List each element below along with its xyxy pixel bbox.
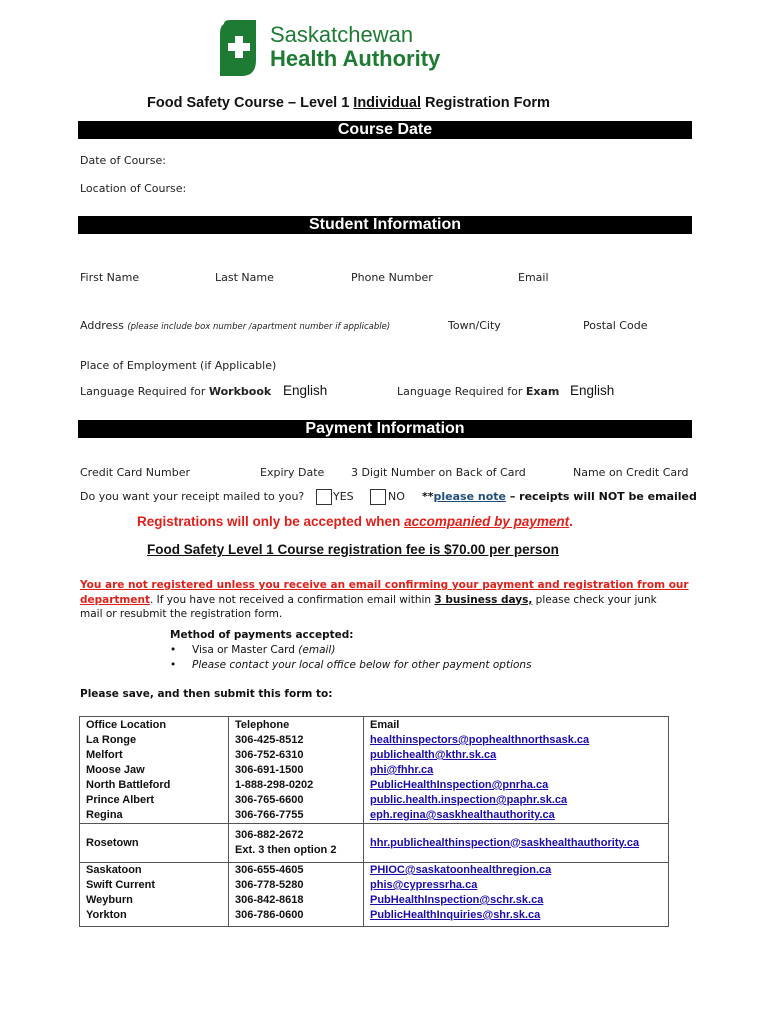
- logo-line-1: Saskatchewan: [270, 22, 414, 47]
- date-of-course-label: Date of Course:: [80, 154, 166, 167]
- warning-line-2a: . If you have not received a confirmation email within: [150, 593, 435, 606]
- office-phone: 306-766-7755: [235, 809, 304, 821]
- warning-line-1: You are not registered unless you receive an email confirming your payment and registration from our: [80, 579, 689, 591]
- office-email-link[interactable]: phi@fhhr.ca: [370, 764, 434, 776]
- header-email: Email: [370, 719, 400, 731]
- table-cell: [80, 863, 229, 927]
- office-location: Swift Current: [86, 879, 156, 891]
- office-phone-ext: Ext. 3 then option 2: [235, 844, 337, 856]
- table-cell: [229, 824, 364, 863]
- office-phone: 306-765-6600: [235, 794, 304, 806]
- office-phone: 306-425-8512: [235, 734, 304, 746]
- table-row: [80, 717, 669, 824]
- receipt-note-prefix: **: [422, 490, 434, 503]
- office-email-link[interactable]: public.health.inspection@paphr.sk.ca: [370, 794, 568, 806]
- location-of-course-label: Location of Course:: [80, 182, 187, 195]
- office-location: Yorkton: [86, 909, 127, 921]
- registration-warning: [80, 578, 689, 622]
- table-cell: [80, 717, 229, 824]
- last-name-label: Last Name: [215, 271, 274, 284]
- payment-required-emph: accompanied by payment: [404, 514, 570, 529]
- student-information-header: Student Information: [78, 216, 692, 234]
- course-date-header: Course Date: [78, 121, 692, 139]
- office-location: Weyburn: [86, 894, 133, 906]
- table-row: [80, 863, 669, 927]
- payment-method-text: Please contact your local office below for other payment options: [192, 659, 532, 671]
- office-location: La Ronge: [86, 734, 137, 746]
- office-location: Prince Albert: [86, 794, 155, 806]
- table-cell: [80, 824, 229, 863]
- office-location: Saskatoon: [86, 864, 142, 876]
- office-phone: 1-888-298-0202: [235, 779, 314, 791]
- table-cell: [229, 863, 364, 927]
- office-phone: 306-752-6310: [235, 749, 304, 761]
- table-row: [80, 824, 669, 863]
- title-prefix: Food Safety Course – Level 1: [147, 95, 354, 111]
- offices-table: [79, 716, 669, 927]
- warning-days: 3 business days,: [434, 593, 533, 606]
- header-office-location: Office Location: [86, 719, 167, 731]
- postal-code-label: Postal Code: [583, 319, 648, 332]
- workbook-bold: Workbook: [208, 385, 272, 398]
- place-of-employment-label: Place of Employment (if Applicable): [80, 359, 277, 372]
- exam-language-select[interactable]: English: [570, 383, 615, 398]
- office-email-link[interactable]: healthinspectors@pophealthnorthsask.ca: [370, 734, 590, 746]
- payment-method-note: (email): [298, 644, 336, 656]
- payment-information-header: Payment Information: [78, 420, 692, 438]
- submit-instruction: Please save, and then submit this form to:: [80, 688, 333, 700]
- payment-required-suffix: .: [569, 514, 573, 529]
- office-email-link[interactable]: phis@cypressrha.ca: [370, 879, 478, 891]
- expiry-date-label: Expiry Date: [260, 466, 325, 479]
- office-email-link[interactable]: eph.regina@saskhealthauthority.ca: [370, 809, 555, 821]
- office-email-link[interactable]: PHIOC@saskatoonhealthregion.ca: [370, 864, 552, 876]
- office-email-link[interactable]: PublicHealthInquiries@shr.sk.ca: [370, 909, 541, 921]
- receipt-no-label: NO: [388, 490, 405, 503]
- logo: [218, 20, 488, 80]
- workbook-language-select[interactable]: English: [283, 383, 328, 398]
- exam-language-label: [397, 385, 559, 398]
- payment-required-prefix: Registrations will only be accepted when: [137, 514, 405, 529]
- fee-notice: Food Safety Level 1 Course registration fee is $70.00 per person: [147, 542, 559, 557]
- bullet-icon: •: [170, 644, 177, 656]
- receipt-no-checkbox[interactable]: [370, 489, 386, 505]
- receipt-yes-checkbox[interactable]: [316, 489, 332, 505]
- office-email-link[interactable]: hhr.publichealthinspection@saskhealthauthority.ca: [370, 836, 640, 849]
- bullet-icon: •: [170, 659, 177, 671]
- payment-method-item: [170, 644, 335, 656]
- table-cell: [364, 824, 669, 863]
- header-telephone: Telephone: [235, 719, 290, 731]
- payment-method-item: [170, 659, 532, 671]
- email-label: Email: [518, 271, 549, 284]
- office-location: Regina: [86, 809, 123, 821]
- table-cell: [364, 863, 669, 927]
- office-location: North Battleford: [86, 779, 171, 791]
- office-phone: 306-691-1500: [235, 764, 304, 776]
- form-title: [147, 95, 550, 111]
- address-label: [80, 319, 390, 332]
- credit-card-number-label: Credit Card Number: [80, 466, 190, 479]
- name-on-card-label: Name on Credit Card: [573, 466, 689, 479]
- office-phone: 306-786-0600: [235, 909, 304, 921]
- receipt-note-suffix: – receipts will NOT be emailed: [506, 490, 697, 503]
- warning-line-3: mail or resubmit the registration form.: [80, 608, 283, 620]
- office-location: Melfort: [86, 749, 123, 761]
- warning-department: department: [80, 593, 150, 606]
- office-email-link[interactable]: PublicHealthInspection@pnrha.ca: [370, 779, 549, 791]
- cvv-label: 3 Digit Number on Back of Card: [351, 466, 526, 479]
- title-suffix: Registration Form: [420, 95, 550, 111]
- office-location: Moose Jaw: [86, 764, 145, 776]
- payment-required-notice: [137, 514, 573, 529]
- payment-method-text: Visa or Master Card: [192, 644, 299, 656]
- receipt-question: Do you want your receipt mailed to you?: [80, 490, 305, 503]
- warning-line-2: [80, 593, 689, 608]
- please-note-link[interactable]: please note: [433, 490, 506, 503]
- workbook-language-label: [80, 385, 271, 398]
- table-cell: [364, 717, 669, 824]
- exam-bold: Exam: [525, 385, 560, 398]
- office-location: Rosetown: [86, 836, 139, 849]
- office-email-link[interactable]: PubHealthInspection@schr.sk.ca: [370, 894, 544, 906]
- address-label-text: Address: [80, 319, 124, 332]
- title-underlined: Individual: [353, 95, 421, 111]
- office-phone: 306-882-2672: [235, 829, 304, 841]
- payment-methods-heading: Method of payments accepted:: [170, 629, 354, 641]
- exam-language-text: Language Required for: [397, 385, 526, 398]
- table-cell: [229, 717, 364, 824]
- health-cross-icon: [218, 20, 258, 78]
- workbook-language-text: Language Required for: [80, 385, 209, 398]
- office-phone: 306-842-8618: [235, 894, 304, 906]
- warning-line-2b: please check your junk: [532, 593, 657, 606]
- phone-number-label: Phone Number: [351, 271, 433, 284]
- address-note: (please include box number /apartment number if applicable): [127, 322, 391, 332]
- office-email-link[interactable]: publichealth@kthr.sk.ca: [370, 749, 497, 761]
- office-phone: 306-778-5280: [235, 879, 304, 891]
- receipt-note: [422, 490, 697, 503]
- receipt-yes-label: YES: [333, 490, 354, 503]
- town-city-label: Town/City: [448, 319, 501, 332]
- first-name-label: First Name: [80, 271, 140, 284]
- logo-line-2: Health Authority: [270, 46, 441, 71]
- office-phone: 306-655-4605: [235, 864, 304, 876]
